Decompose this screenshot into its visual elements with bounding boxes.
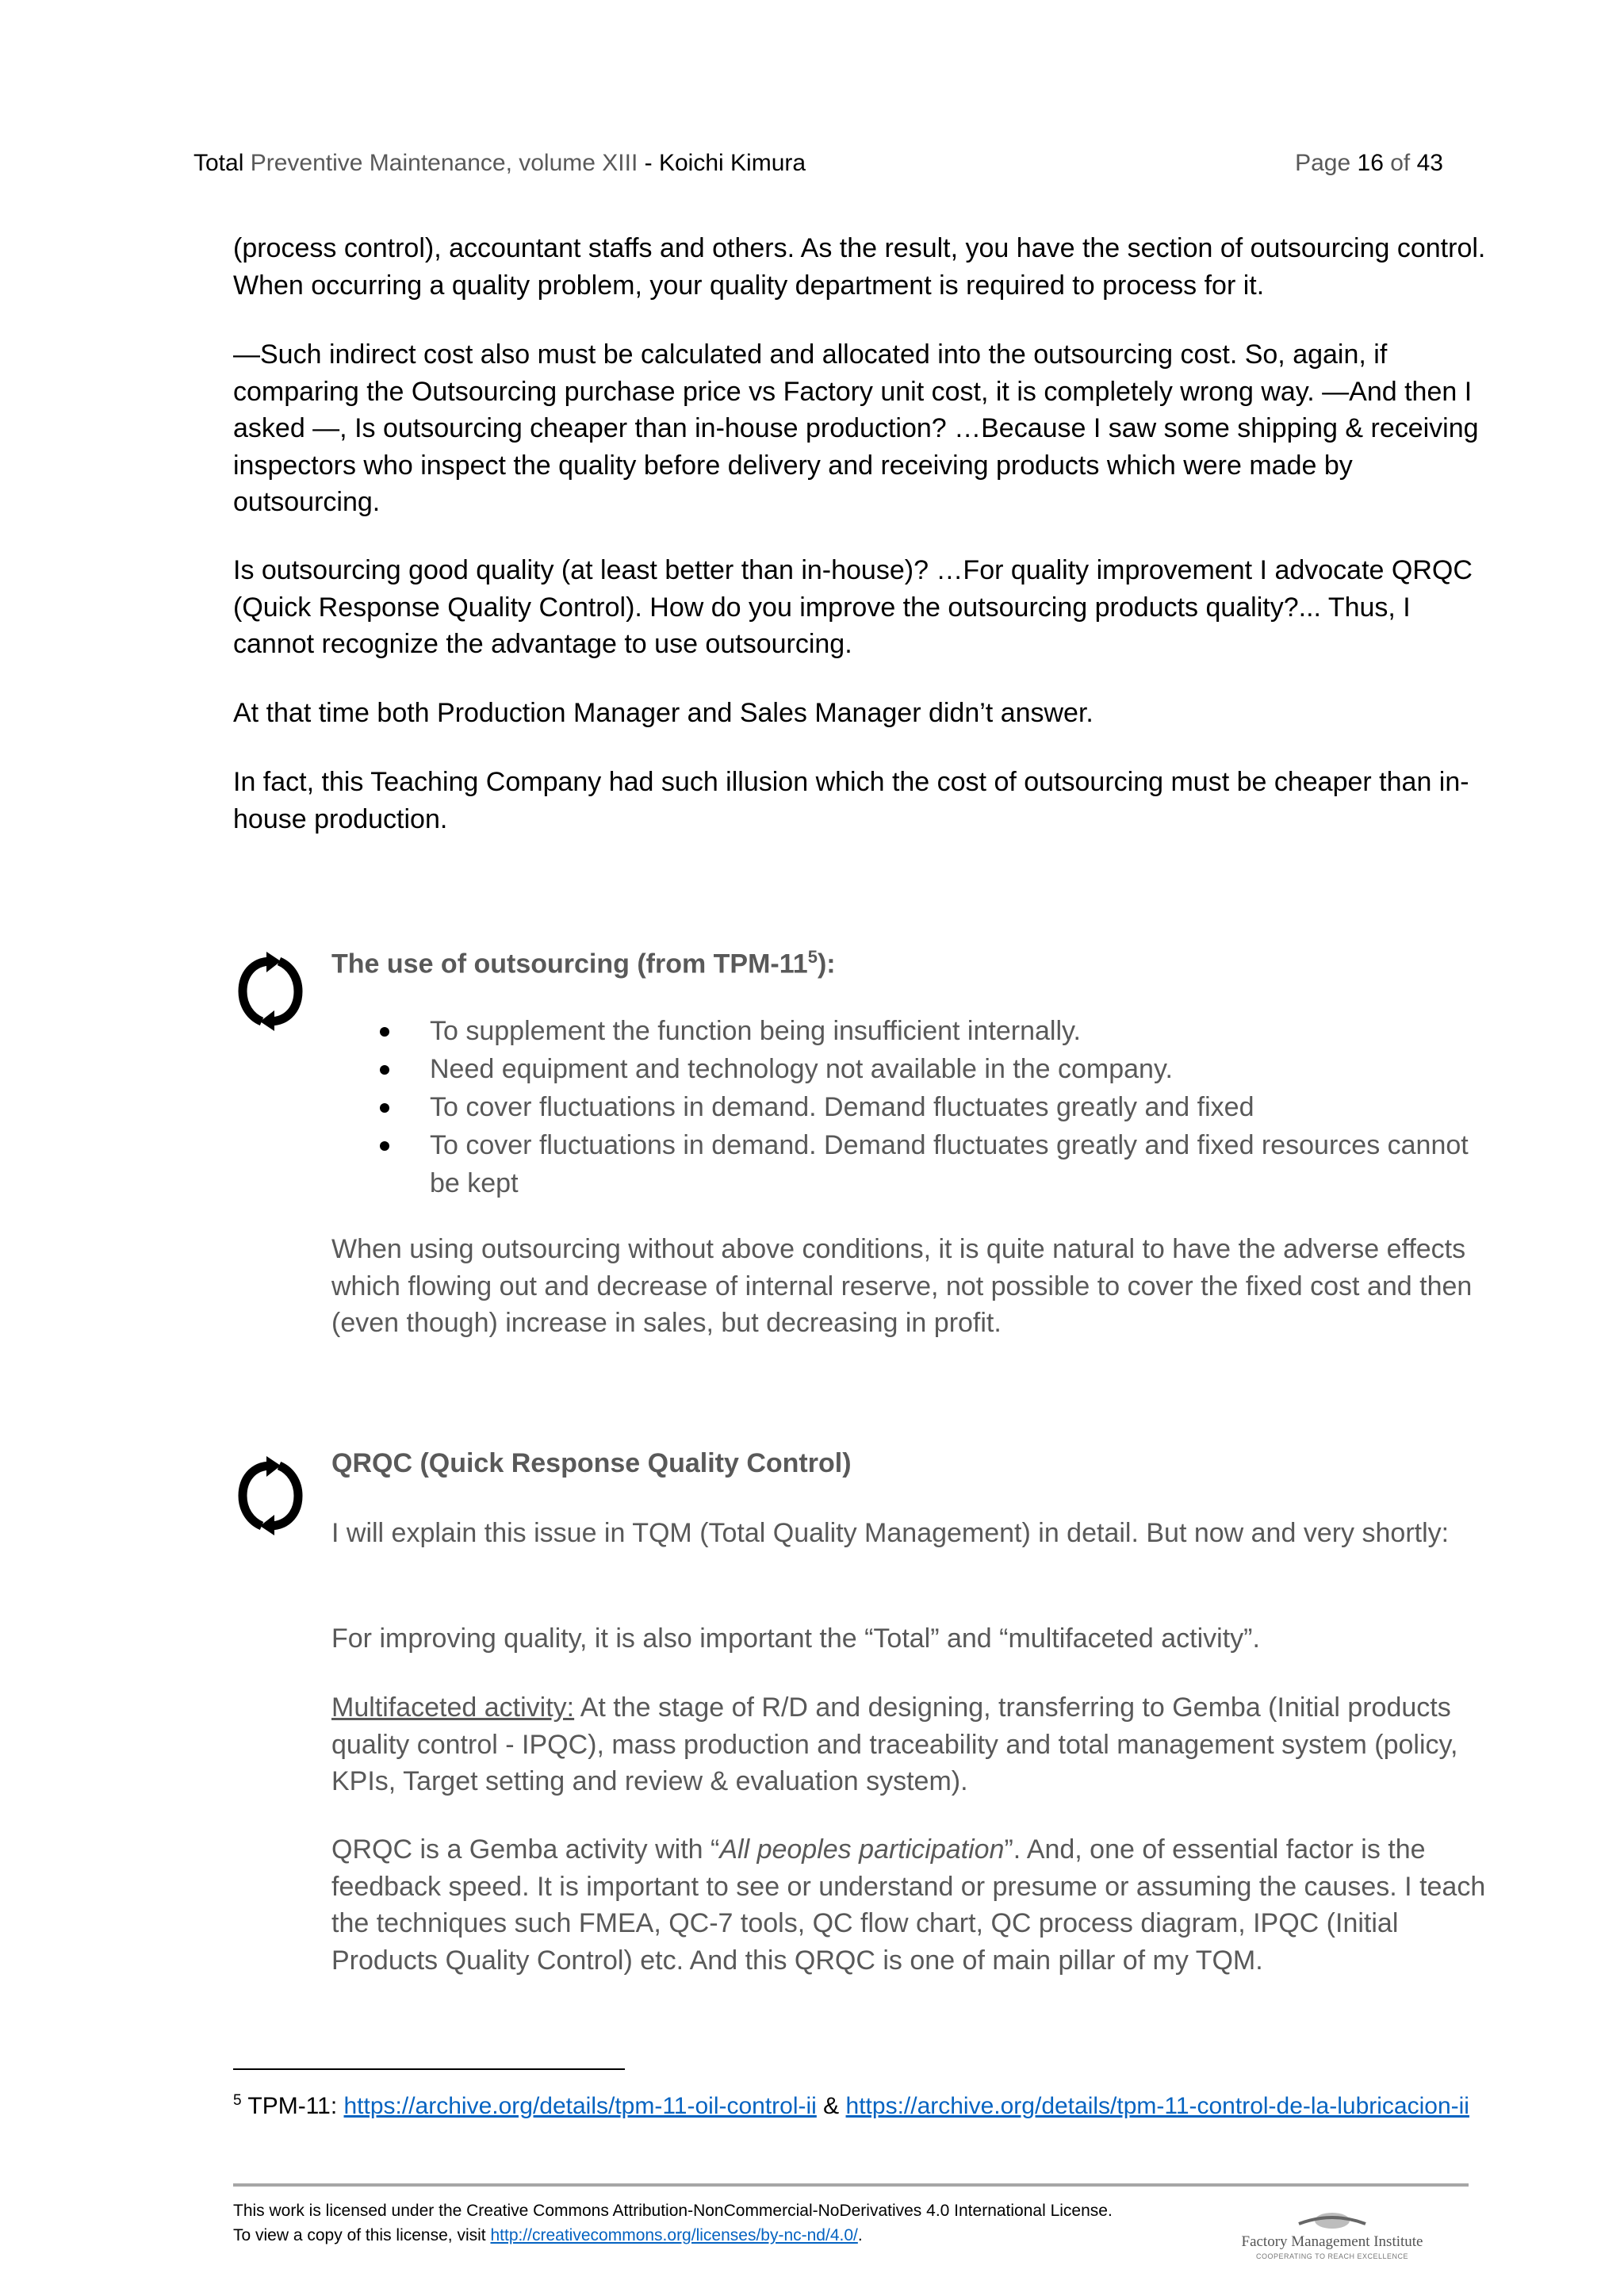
section-title (331, 939, 1486, 983)
paragraph-text: (process control), accountant staffs and others. As the result, you have the section of outsourcing control. When occurring a quality problem, your quality department is required to process for it. (233, 233, 1486, 301)
title-rest: Preventive Maintenance, volume XIII (250, 150, 638, 176)
section-title: QRQC (Quick Response Quality Control) (331, 1448, 852, 1478)
section-title-text: The use of outsourcing (from TPM-11 (331, 949, 808, 979)
qrqc-paragraph-1 (331, 1515, 1486, 1552)
list-item-text: To cover fluctuations in demand. Demand fluctuates greatly and fixed resources cannot be kept (430, 1130, 1469, 1198)
body-paragraph-1 (233, 230, 1486, 304)
paragraph-text (331, 1689, 1486, 1800)
multifaceted-text: At the stage of R/D and designing, transferring to Gemba (Initial products quality control - IPQC), mass production and traceability and total management system (policy, KPIs, Target setting and review & evaluation system). (331, 1692, 1458, 1796)
qrqc-section (331, 1445, 1486, 1482)
footnote-link-2[interactable]: https://archive.org/details/tpm-11-control-de-la-lubricacion-ii (845, 2093, 1469, 2119)
paragraph-text: Is outsourcing good quality (at least better than in-house)? …For quality improvement I advocate QRQC (Quick Response Quality Control). How do you improve the outsourcing products quality?... Thus, I cannot recognize the advantage to use outsourcing. (233, 555, 1473, 659)
paragraph-text: In fact, this Teaching Company had such illusion which the cost of outsourcing must be cheaper than in-house production. (233, 767, 1469, 834)
multifaceted-label: Multifaceted activity: (331, 1692, 575, 1723)
paragraph-text: When using outsourcing without above conditions, it is quite natural to have the adverse effects which flowing out and decrease of internal reserve, not possible to cover the fixed cost and then (even though) increase in sales, but decreasing in profit. (331, 1234, 1473, 1338)
paragraph-part: QRQC is a Gemba activity with “ (331, 1834, 720, 1865)
footnote-link-1[interactable]: https://archive.org/details/tpm-11-oil-control-ii (343, 2093, 817, 2119)
license-line-1: This work is licensed under the Creative Commons Attribution-NonCommercial-NoDerivatives 4.0 International License. (233, 2202, 1113, 2220)
page-total: 43 (1416, 150, 1443, 176)
footnote (233, 2084, 1486, 2123)
body-paragraph-5 (233, 764, 1486, 838)
body-paragraph-4 (233, 695, 1486, 732)
paragraph-text: I will explain this issue in TQM (Total Quality Management) in detail. But now and very shortly: (331, 1518, 1450, 1548)
document-title (193, 148, 806, 179)
footnote-divider (233, 2068, 625, 2070)
license-footer (233, 2198, 1264, 2248)
footnote-ref[interactable]: 5 (807, 947, 818, 967)
outsourcing-bullet-list (331, 1012, 1486, 1202)
list-item (331, 1126, 1486, 1202)
footnote-ampersand: & (816, 2093, 846, 2119)
list-item-text: To cover fluctuations in demand. Demand fluctuates greatly and fixed (430, 1092, 1254, 1122)
author-name: Koichi Kimura (658, 150, 806, 176)
qrqc-paragraph-2 (331, 1620, 1486, 1658)
license-line-2-text: To view a copy of this license, visit (233, 2226, 491, 2244)
logo-tagline: COOPERATING TO REACH EXCELLENCE (1255, 2252, 1409, 2260)
footer-divider (233, 2183, 1469, 2187)
footnote-label: TPM-11: (241, 2093, 344, 2119)
page-label: Page (1295, 150, 1351, 176)
list-item (331, 1088, 1486, 1126)
paragraph-text: —Such indirect cost also must be calculated and allocated into the outsourcing cost. So, again, if comparing the Outsourcing purchase price vs Factory unit cost, it is completely wrong way. —And then I asked —, Is outsourcing cheaper than in-house production? …Because I saw some shipping & receiving inspectors who inspect the quality before delivery and receiving products which were made by outsourcing. (233, 339, 1479, 517)
outsourcing-conclusion (331, 1231, 1486, 1342)
paragraph-text (331, 1831, 1486, 1979)
logo-name: Factory Management Institute (1241, 2233, 1423, 2250)
license-line-2 (233, 2223, 1264, 2248)
bullet-icon (380, 1103, 389, 1113)
page-current: 16 (1357, 150, 1384, 176)
license-link[interactable]: http://creativecommons.org/licenses/by-nc-nd/4.0/ (490, 2226, 858, 2244)
outsourcing-use-section (331, 939, 1486, 983)
paragraph-emphasis: All peoples participation (719, 1834, 1005, 1865)
factory-management-institute-logo (1237, 2197, 1427, 2268)
bullet-icon (380, 1027, 389, 1037)
list-item (331, 1012, 1486, 1050)
section-title-end: ): (817, 949, 836, 979)
qrqc-paragraph-3 (331, 1689, 1486, 1800)
paragraph-part: ”. And, one of essential factor is the feedback speed. It is important to see or understand or presume or assuming the causes. I teach the techniques such FMEA, QC-7 tools, QC flow chart, QC process diagram, IPQC (Initial Products Quality Control) etc. And this QRQC is one of main pillar of my TQM. (331, 1834, 1486, 1976)
list-item-text: Need equipment and technology not available in the company. (430, 1054, 1173, 1084)
page-of: of (1390, 150, 1411, 176)
bullet-icon (380, 1065, 389, 1075)
page-number (1295, 148, 1443, 179)
list-item-text: To supplement the function being insufficient internally. (430, 1016, 1081, 1046)
footnote-number: 5 (233, 2092, 242, 2109)
logo-mark (1315, 2213, 1350, 2229)
body-paragraph-3 (233, 552, 1486, 663)
bullet-icon (380, 1141, 389, 1151)
qrqc-paragraph-4 (331, 1831, 1486, 1979)
title-separator: - (638, 150, 659, 176)
paragraph-text: For improving quality, it is also important the “Total” and “multifaceted activity”. (331, 1623, 1260, 1654)
refresh-arrows-icon (235, 950, 306, 1033)
license-line-2-end: . (857, 2226, 863, 2244)
list-item (331, 1050, 1486, 1088)
paragraph-text: At that time both Production Manager and Sales Manager didn’t answer. (233, 698, 1094, 728)
body-paragraph-2 (233, 336, 1486, 521)
refresh-arrows-icon (235, 1455, 306, 1537)
title-total: Total (193, 150, 244, 176)
